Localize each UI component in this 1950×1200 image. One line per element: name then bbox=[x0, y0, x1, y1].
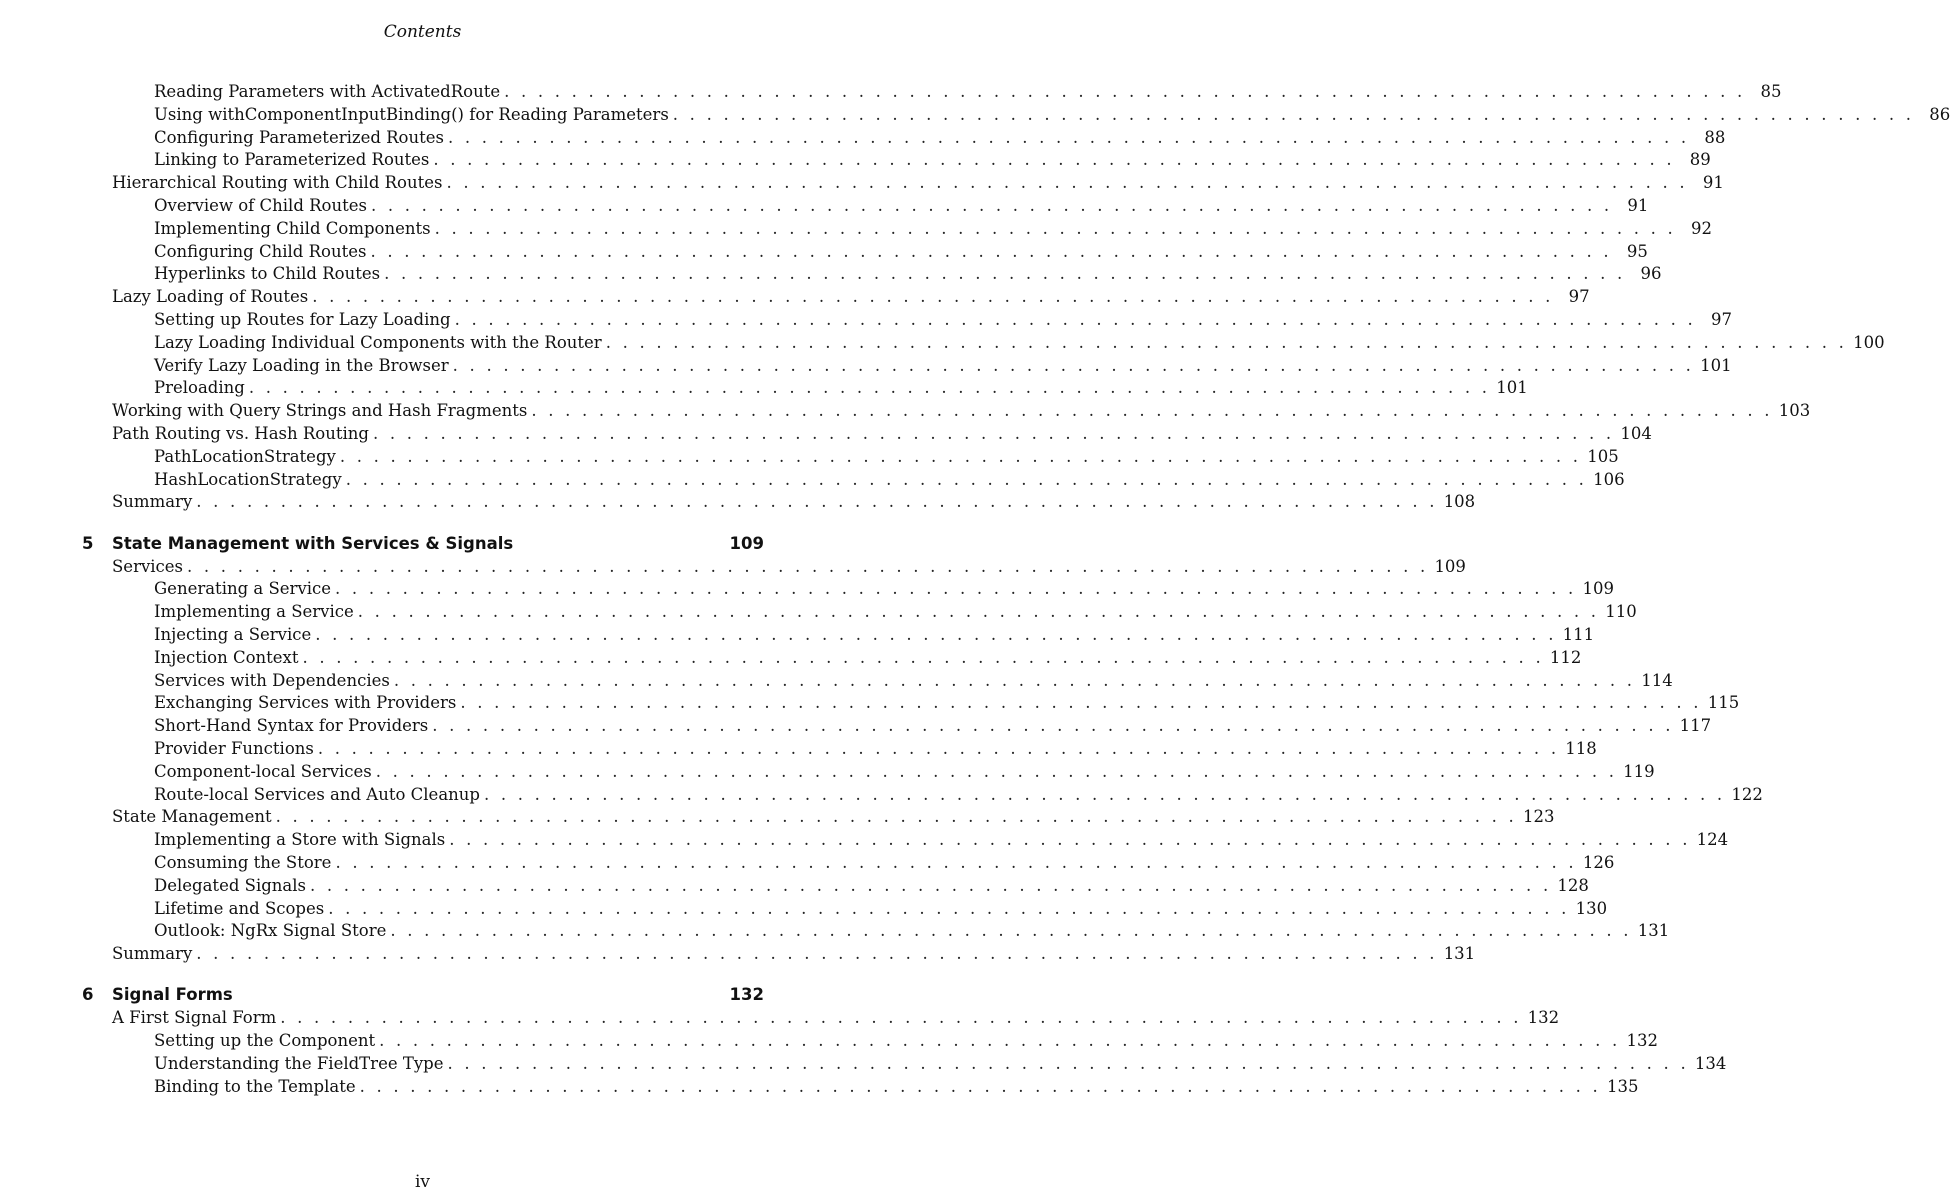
toc-subsection-entry[interactable] bbox=[154, 624, 1595, 647]
toc-subsection-entry[interactable] bbox=[154, 104, 1950, 127]
toc-entry-title: Path Routing vs. Hash Routing bbox=[112, 424, 369, 443]
toc-entry-page-number: 109 bbox=[1434, 556, 1466, 576]
toc-entry-page-number: 101 bbox=[1496, 378, 1528, 398]
dot-leader: . . . . . . . . . . . . . . . . . . . . . . . . . . . . . . . . . . . . . . . . . . . . . . . . . . . . . . . . . . . . . . . . . . . . . . . . . . bbox=[275, 807, 1518, 827]
toc-subsection-entry[interactable] bbox=[154, 761, 1655, 784]
dot-leader: . . . . . . . . . . . . . . . . . . . . . . . . . . . . . . . . . . . . . . . . . . . . . . . . . . . . . . . . . . . . . . . . . . . . . . . . . . bbox=[196, 492, 1438, 512]
toc-entry-page-number: 131 bbox=[1443, 944, 1476, 964]
toc-subsection-entry[interactable] bbox=[154, 852, 1615, 875]
toc-entry-page-number: 114 bbox=[1641, 670, 1673, 690]
toc-subsection-entry[interactable] bbox=[154, 670, 1673, 693]
toc-entry-title: Exchanging Services with Providers bbox=[154, 693, 457, 713]
toc-section-entry[interactable] bbox=[112, 491, 1476, 514]
toc-entry-page-number: 110 bbox=[1605, 602, 1637, 622]
dot-leader: . . . . . . . . . . . . . . . . . . . . . . . . . . . . . . . . . . . . . . . . . . . . . . . . . . . . . . . . . . . . . . . . . . . . . . . . . . bbox=[452, 355, 1695, 375]
toc-subsection-entry[interactable] bbox=[154, 692, 1740, 715]
dot-leader: . . . . . . . . . . . . . . . . . . . . . . . . . . . . . . . . . . . . . . . . . . . . . . . . . . . . . . . . . . . . . . . . . . . . . . . . . . bbox=[605, 332, 1848, 352]
toc-section-entry[interactable] bbox=[112, 806, 1555, 829]
toc-entry-title: Services bbox=[112, 556, 184, 576]
page-number: iv bbox=[414, 1172, 431, 1192]
toc-entry-page-number: 100 bbox=[1853, 332, 1885, 352]
toc-subsection-entry[interactable] bbox=[154, 898, 1608, 921]
dot-leader: . . . . . . . . . . . . . . . . . . . . . . . . . . . . . . . . . . . . . . . . . . . . . . . . . . . . . . . . . . . . . . . . . . . . . . . . . . bbox=[359, 1076, 1601, 1096]
dot-leader: . . . . . . . . . . . . . . . . . . . . . . . . . . . . . . . . . . . . . . . . . . . . . . . . . . . . . . . . . . . . . . . . . . . . . . . . . . bbox=[483, 784, 1726, 804]
toc-entry-title: HashLocationStrategy bbox=[154, 469, 342, 489]
toc-entry-title: Overview of Child Routes bbox=[154, 196, 367, 215]
toc-entry-title: Outlook: NgRx Signal Store bbox=[154, 921, 387, 941]
toc-entry-page-number: 122 bbox=[1731, 784, 1763, 804]
dot-leader: . . . . . . . . . . . . . . . . . . . . . . . . . . . . . . . . . . . . . . . . . . . . . . . . . . . . . . . . . . . . . . . . . . . . . . . . . . bbox=[372, 424, 1615, 443]
toc-entry-title: Hierarchical Routing with Child Routes bbox=[112, 173, 443, 193]
toc-entry-title: Lifetime and Scopes bbox=[154, 898, 325, 918]
dot-leader: . . . . . . . . . . . . . . . . . . . . . . . . . . . . . . . . . . . . . . . . . . . . . . . . . . . . . . . . . . . . . . . . . . . . . . . . . . bbox=[248, 378, 1491, 398]
toc-entry-title: Hyperlinks to Child Routes bbox=[154, 264, 381, 284]
toc-subsection-entry[interactable] bbox=[154, 1076, 1639, 1099]
toc-subsection-entry[interactable] bbox=[154, 377, 1528, 400]
dot-leader: . . . . . . . . . . . . . . . . . . . . . . . . . . . . . . . . . . . . . . . . . . . . . . . . . . . . . . . . . . . . . . . . . . . . . . . . . . bbox=[393, 670, 1636, 690]
chapter-page-number: 132 bbox=[729, 985, 764, 1005]
toc-entry-title: Summary bbox=[112, 492, 193, 512]
dot-leader: . . . . . . . . . . . . . . . . . . . . . . . . . . . . . . . . . . . . . . . . . . . . . . . . . . . . . . . . . . . . . . . . . . . . . . . . . . bbox=[370, 196, 1613, 215]
toc-entry-page-number: 95 bbox=[1626, 241, 1648, 261]
toc-entry-page-number: 105 bbox=[1587, 446, 1619, 466]
toc-subsection-entry[interactable] bbox=[154, 355, 1732, 378]
toc-entry-title: State Management bbox=[112, 807, 272, 827]
toc-subsection-entry[interactable] bbox=[154, 738, 1597, 761]
toc-entry-page-number: 91 bbox=[1702, 173, 1724, 193]
toc-section-entry[interactable] bbox=[112, 172, 1724, 195]
dot-leader: . . . . . . . . . . . . . . . . . . . . . . . . . . . . . . . . . . . . . . . . . . . . . . . . . . . . . . . . . . . . . . . . . . . . . . . . . . bbox=[357, 602, 1600, 622]
toc-section-entry[interactable] bbox=[112, 423, 1652, 446]
toc-subsection-entry[interactable] bbox=[154, 195, 1649, 218]
dot-leader: . . . . . . . . . . . . . . . . . . . . . . . . . . . . . . . . . . . . . . . . . . . . . . . . . . . . . . . . . . . . . . . . . . . . . . . . . . bbox=[310, 875, 1552, 895]
toc-section-entry[interactable] bbox=[112, 556, 1466, 579]
dot-leader: . . . . . . . . . . . . . . . . . . . . . . . . . . . . . . . . . . . . . . . . . . . . . . . . . . . . . . . . . . . . . . . . . . . . . . . . . . bbox=[454, 310, 1696, 329]
toc-subsection-entry[interactable] bbox=[154, 784, 1763, 807]
toc-subsection-entry[interactable] bbox=[154, 647, 1582, 670]
toc-entry-title: Short-Hand Syntax for Providers bbox=[154, 716, 429, 736]
chapter-title: Signal Forms bbox=[112, 985, 233, 1005]
toc-entry-title: Generating a Service bbox=[154, 579, 332, 599]
dot-leader: . . . . . . . . . . . . . . . . . . . . . . . . . . . . . . . . . . . . . . . . . . . . . . . . . . . . . . . . . . . . . . . . . . . . . . . . . . bbox=[390, 921, 1632, 941]
toc-subsection-entry[interactable] bbox=[154, 578, 1614, 601]
toc-entry-page-number: 97 bbox=[1568, 287, 1590, 307]
toc-subsection-entry[interactable] bbox=[154, 446, 1619, 469]
toc-entry-page-number: 134 bbox=[1694, 1053, 1727, 1073]
toc-entry-title: Understanding the FieldTree Type bbox=[154, 1053, 444, 1073]
toc-subsection-entry[interactable] bbox=[154, 218, 1712, 241]
toc-entry-title: Linking to Parameterized Routes bbox=[154, 150, 430, 170]
toc-entry-page-number: 112 bbox=[1549, 647, 1582, 667]
dot-leader: . . . . . . . . . . . . . . . . . . . . . . . . . . . . . . . . . . . . . . . . . . . . . . . . . . . . . . . . . . . . . . . . . . . . . . . . . . bbox=[504, 82, 1746, 101]
dot-leader: . . . . . . . . . . . . . . . . . . . . . . . . . . . . . . . . . . . . . . . . . . . . . . . . . . . . . . . . . . . . . . . . . . . . . . . . . . bbox=[384, 264, 1626, 284]
toc-entry-page-number: 132 bbox=[1527, 1008, 1560, 1028]
dot-leader: . . . . . . . . . . . . . . . . . . . . . . . . . . . . . . . . . . . . . . . . . . . . . . . . . . . . . . . . . . . . . . . . . . . . . . . . . . bbox=[432, 716, 1674, 736]
toc-entry-page-number: 104 bbox=[1620, 424, 1652, 443]
toc-entry-title: Component-local Services bbox=[154, 761, 372, 781]
toc-entry-title: Implementing a Service bbox=[154, 602, 354, 622]
dot-leader: . . . . . . . . . . . . . . . . . . . . . . . . . . . . . . . . . . . . . . . . . . . . . . . . . . . . . . . . . . . . . . . . . . . . . . . . . . bbox=[447, 127, 1690, 147]
chapter-number: 5 bbox=[82, 533, 94, 553]
toc-entry-page-number: 132 bbox=[1626, 1031, 1658, 1050]
toc-entry-title: Preloading bbox=[154, 378, 245, 398]
toc-subsection-entry[interactable] bbox=[154, 601, 1637, 624]
toc-entry-page-number: 91 bbox=[1627, 196, 1649, 215]
toc-entry-title: Setting up the Component bbox=[154, 1031, 376, 1050]
toc-entry-title: Injection Context bbox=[154, 647, 299, 667]
toc-section-entry[interactable] bbox=[112, 400, 1811, 423]
toc-subsection-entry[interactable] bbox=[154, 332, 1885, 355]
chapter-page-number: 109 bbox=[729, 533, 764, 553]
dot-leader: . . . . . . . . . . . . . . . . . . . . . . . . . . . . . . . . . . . . . . . . . . . . . . . . . . . . . . . . . . . . . . . . . . . . . . . . . . bbox=[447, 1053, 1689, 1073]
toc-entry-title: Implementing Child Components bbox=[154, 218, 431, 238]
toc-entry-title: A First Signal Form bbox=[112, 1008, 277, 1028]
dot-leader: . . . . . . . . . . . . . . . . . . . . . . . . . . . . . . . . . . . . . . . . . . . . . . . . . . . . . . . . . . . . . . . . . . . . . . . . . . bbox=[302, 647, 1544, 667]
toc-entry-title: Using withComponentInputBinding() for Reading Parameters bbox=[154, 104, 669, 124]
dot-leader: . . . . . . . . . . . . . . . . . . . . . . . . . . . . . . . . . . . . . . . . . . . . . . . . . . . . . . . . . . . . . . . . . . . . . . . . . . bbox=[280, 1008, 1522, 1028]
toc-entry-page-number: 131 bbox=[1637, 921, 1670, 941]
toc-entry-title: Reading Parameters with ActivatedRoute bbox=[154, 82, 501, 101]
toc-entry-title: Provider Functions bbox=[154, 738, 314, 758]
toc-subsection-entry[interactable] bbox=[154, 241, 1648, 264]
toc-entry-page-number: 115 bbox=[1707, 693, 1740, 713]
dot-leader: . . . . . . . . . . . . . . . . . . . . . . . . . . . . . . . . . . . . . . . . . . . . . . . . . . . . . . . . . . . . . . . . . . . . . . . . . . bbox=[460, 693, 1702, 713]
toc-entry-title: Setting up Routes for Lazy Loading bbox=[154, 310, 451, 329]
toc-entry-page-number: 135 bbox=[1607, 1076, 1639, 1096]
toc-entry-page-number: 128 bbox=[1557, 875, 1589, 895]
dot-leader: . . . . . . . . . . . . . . . . . . . . . . . . . . . . . . . . . . . . . . . . . . . . . . . . . . . . . . . . . . . . . . . . . . . . . . . . . . bbox=[434, 218, 1676, 238]
toc-entry-page-number: 130 bbox=[1575, 898, 1608, 918]
dot-leader: . . . . . . . . . . . . . . . . . . . . . . . . . . . . . . . . . . . . . . . . . . . . . . . . . . . . . . . . . . . . . . . . . . . . . . . . . . bbox=[370, 241, 1612, 261]
toc-entry-page-number: 92 bbox=[1690, 218, 1712, 238]
toc-entry-page-number: 119 bbox=[1623, 761, 1655, 781]
dot-leader: . . . . . . . . . . . . . . . . . . . . . . . . . . . . . . . . . . . . . . . . . . . . . . . . . . . . . . . . . . . . . . . . . . . . . . . . . . bbox=[449, 830, 1691, 850]
toc-section-entry[interactable] bbox=[112, 1007, 1560, 1030]
dot-leader: . . . . . . . . . . . . . . . . . . . . . . . . . . . . . . . . . . . . . . . . . . . . . . . . . . . . . . . . . . . . . . . . . . . . . . . . . . bbox=[375, 761, 1618, 781]
dot-leader: . . . . . . . . . . . . . . . . . . . . . . . . . . . . . . . . . . . . . . . . . . . . . . . . . . . . . . . . . . . . . . . . . . . . . . . . . . bbox=[433, 150, 1675, 170]
toc-entry-page-number: 106 bbox=[1593, 469, 1625, 489]
toc-chapter-entry[interactable] bbox=[82, 984, 764, 1007]
toc-subsection-entry[interactable] bbox=[154, 81, 1782, 104]
toc-entry-title: Consuming the Store bbox=[154, 852, 332, 872]
toc-subsection-entry[interactable] bbox=[154, 309, 1732, 332]
toc-entry-page-number: 111 bbox=[1562, 624, 1595, 644]
toc-entry-title: Lazy Loading of Routes bbox=[112, 287, 309, 307]
dot-leader: . . . . . . . . . . . . . . . . . . . . . . . . . . . . . . . . . . . . . . . . . . . . . . . . . . . . . . . . . . . . . . . . . . . . . . . . . . bbox=[339, 446, 1582, 466]
toc-entry-title: Implementing a Store with Signals bbox=[154, 830, 446, 850]
toc-entry-page-number: 103 bbox=[1778, 401, 1811, 421]
dot-leader: . . . . . . . . . . . . . . . . . . . . . . . . . . . . . . . . . . . . . . . . . . . . . . . . . . . . . . . . . . . . . . . . . . . . . . . . . . bbox=[315, 624, 1557, 644]
toc-entry-page-number: 126 bbox=[1582, 852, 1615, 872]
toc-entry-title: Lazy Loading Individual Components with the Router bbox=[154, 332, 602, 352]
toc-entry-page-number: 118 bbox=[1565, 738, 1597, 758]
dot-leader: . . . . . . . . . . . . . . . . . . . . . . . . . . . . . . . . . . . . . . . . . . . . . . . . . . . . . . . . . . . . . . . . . . . . . . . . . . bbox=[379, 1031, 1621, 1050]
toc-entry-title: PathLocationStrategy bbox=[154, 446, 336, 466]
toc-subsection-entry[interactable] bbox=[154, 715, 1712, 738]
toc-entry-title: Services with Dependencies bbox=[154, 670, 390, 690]
toc-entry-page-number: 89 bbox=[1689, 150, 1711, 170]
toc-entry-title: Summary bbox=[112, 944, 193, 964]
dot-leader: . . . . . . . . . . . . . . . . . . . . . . . . . . . . . . . . . . . . . . . . . . . . . . . . . . . . . . . . . . . . . . . . . . . . . . . . . . bbox=[328, 898, 1570, 918]
toc-subsection-entry[interactable] bbox=[154, 1030, 1658, 1053]
dot-leader: . . . . . . . . . . . . . . . . . . . . . . . . . . . . . . . . . . . . . . . . . . . . . . . . . . . . . . . . . . . . . . . . . . . . . . . . . . bbox=[345, 469, 1588, 489]
toc-chapter-entry[interactable] bbox=[82, 533, 764, 556]
dot-leader: . . . . . . . . . . . . . . . . . . . . . . . . . . . . . . . . . . . . . . . . . . . . . . . . . . . . . . . . . . . . . . . . . . . . . . . . . . bbox=[335, 579, 1577, 599]
toc-entry-page-number: 109 bbox=[1582, 579, 1614, 599]
toc-entry-page-number: 86 bbox=[1929, 104, 1950, 124]
toc-section-entry[interactable] bbox=[112, 286, 1590, 309]
dot-leader: . . . . . . . . . . . . . . . . . . . . . . . . . . . . . . . . . . . . . . . . . . . . . . . . . . . . . . . . . . . . . . . . . . . . . . . . . . bbox=[446, 173, 1688, 193]
toc-subsection-entry[interactable] bbox=[154, 127, 1726, 150]
running-header: Contents bbox=[383, 22, 462, 42]
toc-entry-page-number: 108 bbox=[1443, 492, 1476, 512]
chapter-number: 6 bbox=[82, 985, 94, 1005]
toc-subsection-entry[interactable] bbox=[154, 469, 1625, 492]
toc-entry-title: Route-local Services and Auto Cleanup bbox=[154, 784, 480, 804]
dot-leader: . . . . . . . . . . . . . . . . . . . . . . . . . . . . . . . . . . . . . . . . . . . . . . . . . . . . . . . . . . . . . . . . . . . . . . . . . . bbox=[187, 556, 1429, 576]
toc-subsection-entry[interactable] bbox=[154, 829, 1729, 852]
chapter-title: State Management with Services & Signals bbox=[112, 533, 514, 553]
dot-leader: . . . . . . . . . . . . . . . . . . . . . . . . . . . . . . . . . . . . . . . . . . . . . . . . . . . . . . . . . . . . . . . . . . . . . . . . . . bbox=[196, 944, 1438, 964]
toc-subsection-entry[interactable] bbox=[154, 149, 1711, 172]
toc-subsection-entry[interactable] bbox=[154, 263, 1662, 286]
toc-entry-page-number: 123 bbox=[1523, 807, 1555, 827]
toc-entry-title: Working with Query Strings and Hash Fragments bbox=[112, 401, 528, 421]
toc-entry-title: Configuring Parameterized Routes bbox=[154, 127, 444, 147]
dot-leader: . . . . . . . . . . . . . . . . . . . . . . . . . . . . . . . . . . . . . . . . . . . . . . . . . . . . . . . . . . . . . . . . . . . . . . . . . . bbox=[531, 401, 1773, 421]
toc-entry-title: Verify Lazy Loading in the Browser bbox=[154, 355, 449, 375]
dot-leader: . . . . . . . . . . . . . . . . . . . . . . . . . . . . . . . . . . . . . . . . . . . . . . . . . . . . . . . . . . . . . . . . . . . . . . . . . . bbox=[672, 104, 1915, 124]
toc-entry-page-number: 85 bbox=[1760, 82, 1782, 101]
dot-leader: . . . . . . . . . . . . . . . . . . . . . . . . . . . . . . . . . . . . . . . . . . . . . . . . . . . . . . . . . . . . . . . . . . . . . . . . . . bbox=[317, 738, 1560, 758]
toc-subsection-entry[interactable] bbox=[154, 875, 1589, 898]
toc-entry-page-number: 97 bbox=[1710, 310, 1732, 329]
toc-entry-page-number: 101 bbox=[1700, 355, 1732, 375]
toc-entry-title: Binding to the Template bbox=[154, 1076, 356, 1096]
toc-entry-title: Configuring Child Routes bbox=[154, 241, 367, 261]
toc-entry-page-number: 88 bbox=[1704, 127, 1726, 147]
toc-entry-page-number: 117 bbox=[1679, 716, 1712, 736]
toc-subsection-entry[interactable] bbox=[154, 920, 1670, 943]
toc-entry-page-number: 96 bbox=[1640, 264, 1662, 284]
dot-leader: . . . . . . . . . . . . . . . . . . . . . . . . . . . . . . . . . . . . . . . . . . . . . . . . . . . . . . . . . . . . . . . . . . . . . . . . . . bbox=[335, 852, 1577, 872]
dot-leader: . . . . . . . . . . . . . . . . . . . . . . . . . . . . . . . . . . . . . . . . . . . . . . . . . . . . . . . . . . . . . . . . . . . . . . . . . . bbox=[312, 287, 1554, 307]
toc-entry-title: Injecting a Service bbox=[154, 624, 312, 644]
toc-subsection-entry[interactable] bbox=[154, 1053, 1727, 1076]
toc-entry-title: Delegated Signals bbox=[154, 875, 306, 895]
toc-section-entry[interactable] bbox=[112, 943, 1476, 966]
toc-entry-page-number: 124 bbox=[1696, 830, 1729, 850]
